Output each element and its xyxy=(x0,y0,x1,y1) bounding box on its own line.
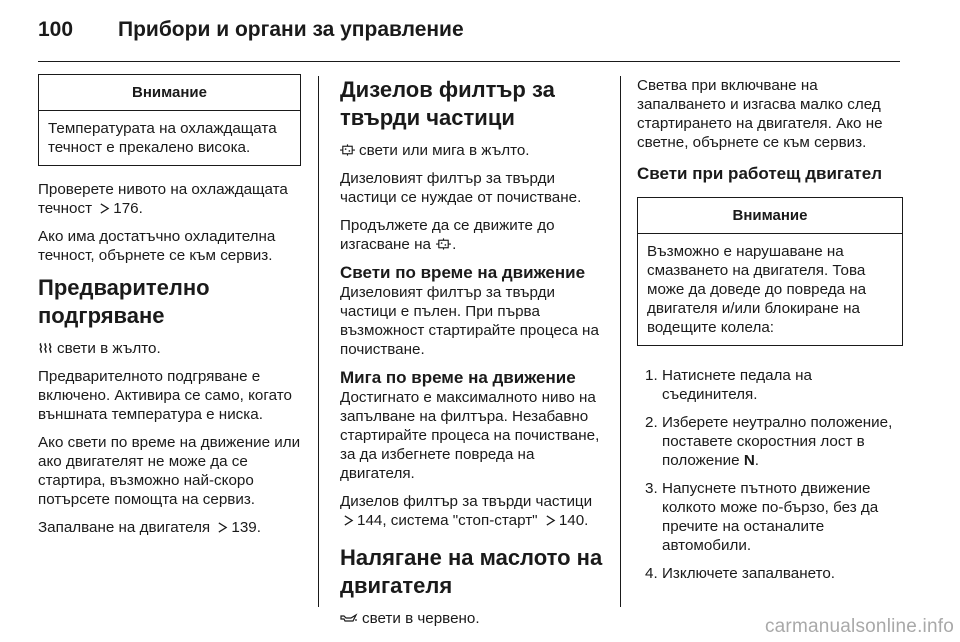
paragraph: Ако има достатъчно охладителна течност, обърнете се към сервиз. xyxy=(38,228,276,264)
section-heading: Налягане на маслото на двигателя xyxy=(340,545,603,598)
list-item: 3. Напуснете пътното движение колкото може по-бързо, без да пречите на останалите автомобили. xyxy=(645,480,879,554)
status-line: свети в червено. xyxy=(340,609,606,628)
status-line: свети или мига в жълто. xyxy=(340,141,606,160)
oil-can-icon xyxy=(340,612,358,624)
steps-list xyxy=(637,366,903,583)
reference-arrow-icon xyxy=(343,515,354,526)
paragraph: Дизелов филтър за твърди частици 144, система "стоп-старт" 140. xyxy=(340,493,593,529)
warning-box xyxy=(637,197,903,346)
list-item: 2. Изберете неутрално положение, поставете скоростния лост в положение N. xyxy=(645,414,893,469)
diesel-particulate-filter-icon xyxy=(436,238,451,250)
list-item: 1. Натиснете педала на съединителя. xyxy=(645,367,812,403)
column-2 xyxy=(340,74,606,637)
page-number: 100 xyxy=(38,18,74,41)
column-1 xyxy=(38,74,301,546)
subsection-heading: Свети при работещ двигател xyxy=(637,164,883,183)
watermark: carmanualsonline.info xyxy=(764,616,954,637)
paragraph: Ако свети по време на движение или ако двигателят не може да се стартира, възможно най-скоро потърсете помощта на сервиз. xyxy=(38,434,301,508)
paragraph: Светва при включване на запалването и изгасва малко след стартирането на двигателя. Ако не светне, обърнете се към сервиз. xyxy=(637,77,883,151)
glow-plug-icon xyxy=(38,342,53,354)
warning-body: Възможно е нарушаване на смазването на двигателя. Това може да доведе до повреда на двигателя и/или блокиране на водещите колела: xyxy=(647,243,867,336)
paragraph: Достигнато е максималното ниво на запълване на филтъра. Незабавно стартирайте процеса на почистване, за да избегнете повреда на двигателя. xyxy=(340,389,600,482)
warning-title: Внимание xyxy=(39,75,300,111)
paragraph: Запалване на двигателя 139. xyxy=(38,519,261,536)
subsection-heading: Свети по време на движение xyxy=(340,263,586,282)
reference-arrow-icon xyxy=(99,203,110,214)
reference-arrow-icon xyxy=(545,515,556,526)
warning-body: Температурата на охлаждащата течност е прекалено висока. xyxy=(48,120,277,156)
paragraph: Дизеловият филтър за твърди частици се нуждае от почистване. xyxy=(340,170,582,206)
status-line: свети в жълто. xyxy=(38,339,301,358)
section-heading: Предварително подгряване xyxy=(38,275,210,328)
header-rule xyxy=(38,61,900,62)
diesel-particulate-filter-icon xyxy=(340,144,355,156)
section-heading: Дизелов филтър за твърди частици xyxy=(340,77,555,130)
column-3 xyxy=(637,74,903,592)
column-divider xyxy=(620,76,621,607)
subsection-heading: Мига по време на движение xyxy=(340,368,576,387)
paragraph: Дизеловият филтър за твърди частици е пълен. При първа възможност стартирайте процеса на почистване. xyxy=(340,284,599,358)
reference-arrow-icon xyxy=(217,522,228,533)
column-divider xyxy=(318,76,319,607)
page-title: Прибори и органи за управление xyxy=(118,18,464,41)
warning-box xyxy=(38,74,301,166)
list-item: 4. Изключете запалването. xyxy=(645,565,835,582)
paragraph: Проверете нивото на охлаждащата течност 176. xyxy=(38,181,288,217)
warning-title: Внимание xyxy=(638,198,902,234)
paragraph: Предварителното подгряване е включено. Активира се само, когато външната температура е ниска. xyxy=(38,368,292,423)
paragraph: Продължете да се движите до изгасване на . xyxy=(340,217,555,253)
